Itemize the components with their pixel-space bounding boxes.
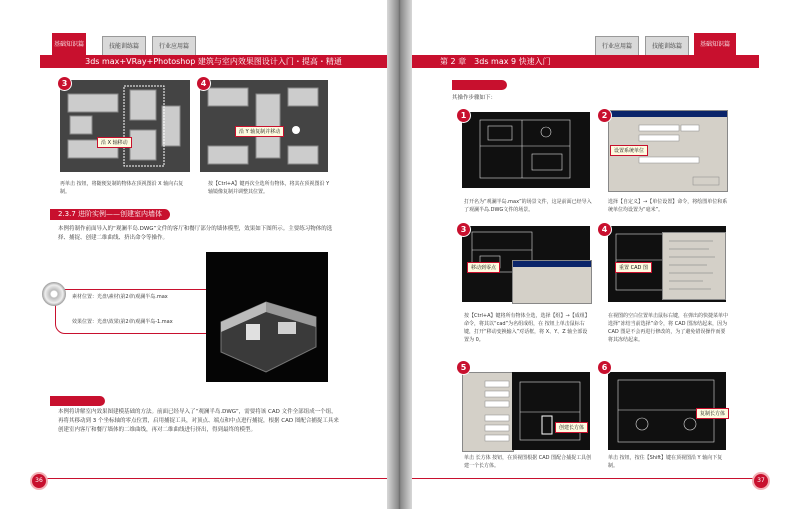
book-spine [387,0,412,509]
cd-icon [42,282,66,306]
step-number-3r: 3 [456,222,471,237]
wall-model-illustration [206,252,328,382]
tab-basics[interactable]: 基础知识篇 [52,33,86,56]
tab-basics-r[interactable]: 基础知识篇 [694,33,736,56]
step-number-5: 5 [456,360,471,375]
step-number-4: 4 [196,76,211,91]
context-menu-lines [663,233,725,299]
floorplan-top-view [60,80,190,172]
callout-create-box: 创建长方体 [555,422,588,433]
tab-industry[interactable]: 行业应用篇 [152,36,196,56]
caption-r-1: 打开名为“观澜半岛.max”的场景文件，这是前面已经导入了观澜半岛.DWG文件的场景。 [464,199,592,213]
step-number-2: 2 [597,108,612,123]
viewport-screenshot-3 [60,80,190,172]
subsection-bar-right [452,80,507,90]
callout-move-x: 沿 X 轴移动 [97,137,132,148]
cad-floorplan-5 [512,372,590,450]
caption-r-3: 按【Ctrl+A】键将所有物体全选，选择【组】→【成组】命令，将其以“cad”为名组成组，在 按钮上单击鼠标右键，打开“移动变换输入”对话框，将 X、Y、Z 轴全部设置为 0。 [464,313,590,343]
tab-skills-r[interactable]: 技能训练篇 [645,36,689,56]
caption-r-4: 在视图的空白位置单击鼠标右键，在弹出的快捷菜单中选择“冻结当前选择”命令，将 CAD 图冻结起来，因为 CAD 图是不会再进行修改的，为了避免错误操作而要将其冻结起来。 [608,313,729,343]
subsection-bar [50,396,105,406]
callout-move-zero: 移动到零点 [467,262,500,273]
right-page [412,0,799,509]
section-title: 2.3.7 进阶实例——创建室内墙体 [50,209,170,220]
page-number-right: 37 [752,472,770,490]
callout-reset-cad: 重置 CAD 图 [615,262,652,273]
cad-floorplan-1 [462,112,590,188]
callout-system-units: 设置系统单位 [610,145,648,156]
section-intro: 本例将制作前面导入的“观澜半岛.DWG”文件的客厅和餐厅部分的墙体模型，效果如下图所示。主要练习物体的选择、捕捉、创建二维曲线、挤出命令等操作。 [58,226,333,241]
callout-copy-y: 沿 Y 轴复制并移动 [235,126,284,137]
move-transform-dialog [512,260,592,304]
step-number-1: 1 [456,108,471,123]
steps-intro: 其操作步骤如下： [452,95,497,101]
footer-rule [40,478,387,479]
caption-step-3: 再单击 按钮，将随便复制的物体在顶视图沿 X 轴向右复制。 [60,181,184,195]
material-path: 素材位置：光盘\素材\第2章\观澜半岛.max [72,294,168,300]
caption-r-5: 单击 长方体 按钮，在顶视图根据 CAD 图配合捕捉工具创建一个长方体。 [464,455,592,469]
footer-rule-right [412,478,759,479]
tab-skills[interactable]: 技能训练篇 [102,36,146,56]
step-number-3: 3 [57,76,72,91]
parameter-rows [463,373,513,451]
box-parameters-panel [462,372,514,452]
result-path: 效果位置：光盘\效果\第2章\观澜半岛-1.max [72,319,173,325]
tab-industry-r[interactable]: 行业应用篇 [595,36,639,56]
cad-screenshot-5 [512,372,590,450]
running-header: 3ds max+VRay+Photoshop 建筑与室内效果图设计入门・提高・精通 [40,55,387,68]
render-3d-walls [206,252,328,382]
section-body: 本例将讲解室内效果图建模基础的方法。前面已经导入了“观澜半岛.DWG”，需要将该 CAD 文件全部组成一个组，再将其移动到 3 个坐标轴的零点位置，启用捕捉工具，对顶点、端点和中点进行捕捉，根据 CAD 图配合捕捉工具来创建室内客厅和餐厅墙体的二维曲线，再对二维曲线进行挤出，得到最终的模型。 [58,409,339,433]
caption-r-2: 选择【自定义】→【单位设置】命令，将绘图单位和系统单位均设置为“毫米”。 [608,199,728,213]
callout-copy-box: 复制长方体 [696,408,729,419]
step-number-6: 6 [597,360,612,375]
caption-r-6: 单击 按钮，按住【Shift】键在顶视图沿 Y 轴向下复制。 [608,455,723,469]
left-page [0,0,387,509]
caption-step-4: 按【Ctrl+A】键再次全选所有物体，将其在顶视图沿 Y 轴镜像复制并调整其位置。 [208,181,330,195]
context-menu [662,232,726,300]
cad-screenshot-1 [462,112,590,188]
chapter-header: 第 2 章 3ds max 9 快速入门 [412,55,759,68]
dialog-titlebar-3 [513,261,591,267]
page-number-left: 36 [30,472,48,490]
step-number-4r: 4 [597,222,612,237]
